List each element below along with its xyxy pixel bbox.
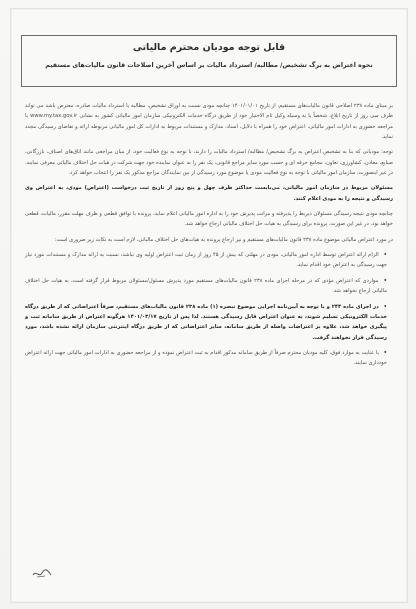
bullet-icon: • [383, 277, 387, 284]
bullet-icon: • [383, 303, 387, 310]
paragraph-agreement: چنانچه مودی نتیجه رسیدگی مسئولان ذیربط را پذیرفته و مراتب پذیرش خود را به اداره امور مالیاتی اعلام نماید، پرونده با توافق قطعی و ظرف مهلت مقرر، مالیات، قطعی خواهد بود. در غیر این صورت، پرونده برای رسیدگی به هیات حل اختلاف مالیاتی ارجاع خواهد شد. [25, 211, 393, 228]
bullet-icon: • [383, 349, 387, 356]
document-subtitle: نحوه اعتراض به برگ تشخیص/ مطالبه/ استرداد مالیات بر اساس آخرین اصلاحات قانون مالیات‌های مستقیم [45, 62, 373, 69]
numbered-item-2 [25, 276, 393, 297]
paragraph-deadline: مسئولان مربوط در سازمان امور مالیاتی، می‌بایست حداکثر ظرف چهل و پنج روز از تاریخ ثبت درخواست (اعتراض) مودی، به اعتراض وی رسیدگی و نتیجه را به مودی اعلام کنند. [25, 185, 393, 202]
numbered-item-1 [25, 250, 393, 271]
paragraph-notes-intro: در مورد اعتراض مالیاتی موضوع ماده ۲۳۸ قانون مالیات‌های مستقیم و نیز ارجاع پرونده به هیات‌های حل اختلاف مالیاتی، لازم است به نکات زیر ضروری است: [54, 236, 393, 243]
signature-mark [31, 566, 53, 580]
document-sheet [10, 8, 408, 603]
paragraph-representative: توجه: مودیانی که بنا به تشخیص اعتراض به برگ تشخیص/ مطالبه/ استرداد مالیات را دارند، با توجه به نوع فعالیت خود، از میان مراجعی مانند اتاق‌های اصناف، بازرگانی، صنایع، معادن، کشاورزی، تعاون، مجامع حرفه ای و حسب مورد سایر مراجع قانونی، یک نفر را به عنوان نماینده خود جهت شرکت در هیات حل اختلاف مالیاتی معرفی نمایند. در غیر اینصورت، سازمان امور مالیاتی با توجه به نوع فعالیت مودی یا موضوع مورد رسیدگی از بین نمایندگان مراجع مذکور یک نفر را انتخاب خواهد کرد. [25, 149, 393, 177]
numbered-item-2-text: مواردی که اعتراض مؤدی که در مرحله اجرای ماده ۲۳۸ قانون مالیات‌های مستقیم مورد پذیرش مسئول/مسئولان مربوط قرار گرفته است، به هیات حل اختلاف مالیاتی ارجاع نخواهد شد. [25, 277, 387, 295]
document-title: قابل توجه مودیان محترم مالیاتی [132, 42, 286, 53]
numbered-item-1-text: الزام ارائه اعتراض توسط اداره امور مالیاتی، مودی در مهلتی که بیش از ۴۵ روز از زمان ثبت اعتراض اولیه وی نباشد، نسبت به ارائه مدارک و مستندات مورد نیاز جهت رسیدگی به اعتراض خود اقدام نماید. [25, 252, 387, 269]
header-box [21, 35, 397, 87]
numbered-item-3-text: در اجرای ماده ۲۴۴ و با توجه به آیین‌نامه اجرایی موضوع تبصره (۱) ماده ۲۳۸ قانون مالیات‌های مستقیم، صرفاً اعتراضاتی که از طریق درگاه خدمات الکترونیکی تسلیم شوند، به عنوان اعتراض قابل رسیدگی هستند. لذا پس از تاریخ ۱۴۰۱/۰۳/۱۷ هرگونه اعتراض از طریق سامانه ثبت و پیگیری خواهد شد، علاوه بر اعتراضات واصله از طریق سامانه، سایر اعتراضاتی که از طریق درگاه اینترنتی سازمان ارائه نشده باشد، مورد رسیدگی قرار نخواهند گرفت. [25, 303, 387, 341]
numbered-item-4-text: با عنایت به موارد فوق، کلیه مودیان محترم صرفاً از طریق سامانه مذکور اقدام به ثبت اعتراض نموده و از مراجعه حضوری به ادارات امور مالیاتی جهت ارائه اعتراض خودداری نمایند. [25, 349, 387, 367]
paragraph-intro: بر مبنای ماده ۲۳۸ اصلاحی قانون مالیات‌های مستقیم، از تاریخ ۱۴۰۱/۰۱/۰۱ چنانچه مودی نسبت به اوراق تشخیص، مطالبه یا استرداد مالیات صادره، معترض باشد می تواند ظرف سی روز از تاریخ ابلاغ، شخصاً یا به وسیله وکیل تام الاختیار خود از طریق درگاه خدمات الکترونیکی سازمان امور مالیاتی کشور به نشانی www.my.tax.gov.ir یا مراجعه حضوری به ادارات امور مالیاتی، اعتراض خود را همراه با دلایل، اسناد، مدارک و مستندات مربوط به ادارات کل امور مالیاتی مربوطه ارائه و تقاضای رسیدگی مجدد نماید. [25, 103, 393, 141]
numbered-item-4 [25, 348, 393, 369]
bullet-icon: • [383, 252, 387, 259]
numbered-item-3 [25, 302, 393, 343]
document-body [25, 101, 393, 562]
